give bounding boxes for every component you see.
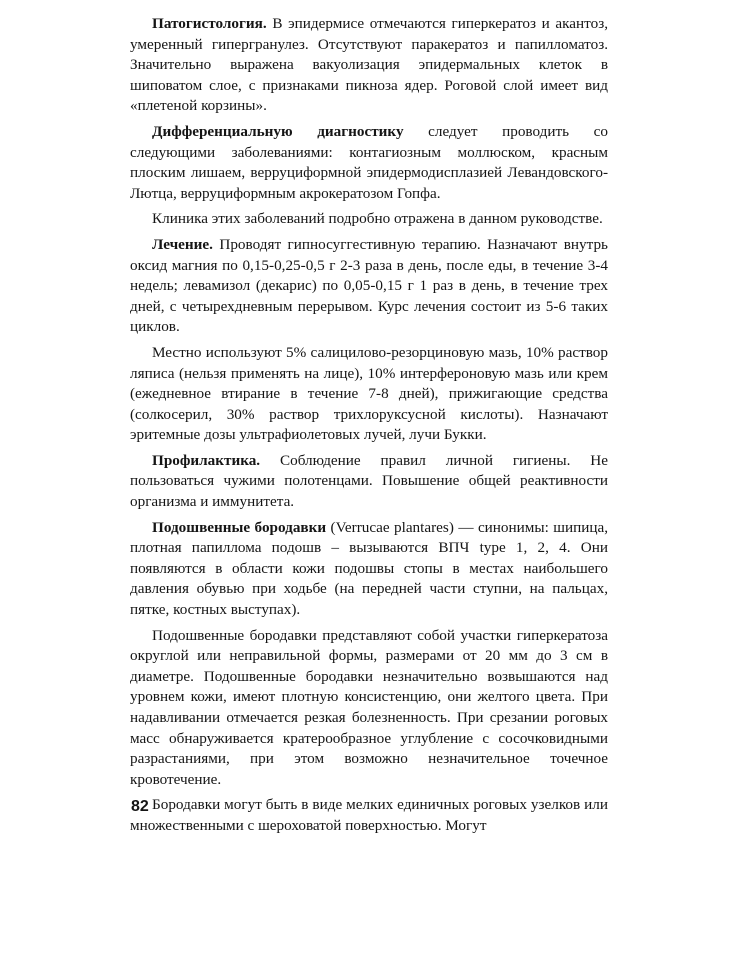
paragraph-pathohistology [130,14,608,117]
paragraph-text: Соблюдение правил личной гигиены. Не пользоваться чужими полотенцами. Повышение общей реактивности организма и иммунитета. [130,451,608,511]
paragraph-text: следует проводить со следующими заболеваниями: контагиозным моллюском, красным плоским лишаем, верруциформной эпидермодисплазией Левандовского-Лютца, верруциформным акрокератозом Гопфа. [130,122,608,202]
paragraph-plantar-warts [130,518,608,621]
paragraph-differential-diagnosis [130,122,608,204]
paragraph-text: Местно используют 5% салицилово-резорциновую мазь, 10% раствор ляписа (нельзя применять на лице), 10% интерфероновую мазь или крем (ежедневное втирание в течение 7-8 дней), прижигающие средства (солкосерил, 30% раствор трихлоруксусной кислоты). Назначают эритемные дозы ультрафиолетовых лучей, лучи Букки. [130,343,608,444]
paragraph-text: Проводят гипносуггестивную терапию. Назначают внутрь оксид магния по 0,15-0,25-0,5 г 2-3 раза в день, после еды, в течение 3-4 недель; левамизол (декарис) по 0,05-0,15 г 1 раз в день, в течение трех дней, с четырехдневным перерывом. Курс лечения состоит из 5-6 таких циклов. [130,235,608,336]
paragraph-lead: Патогистология. [152,15,267,32]
paragraph-local-treatment [130,343,608,446]
paragraph-text: В эпидермисе отмечаются гиперкератоз и акантоз, умеренный гипергранулез. Отсутствуют паракератоз и папилломатоз. Значительно выражена вакуолизация эпидермальных клеток в шиповатом слое, с признаками пикноза ядер. Роговой слой имеет вид «плетеной корзины». [130,15,608,115]
paragraph-text: Клиника этих заболеваний подробно отражена в данном руководстве. [152,210,603,228]
paragraph-text: (Verrucae plantares) — синонимы: шипица, плотная папиллома подошв – вызываются ВПЧ type 1, 2, 4. Они появляются в области кожи подошвы стопы в местах наибольшего давления обувью при ходьбе (на передней части ступни, на пальцах, пятке, костных выступах). [130,518,608,619]
paragraph-lead: Подошвенные бородавки [152,518,327,536]
paragraph-treatment [130,235,608,338]
paragraph-clinic-note [130,209,608,230]
page-body [130,14,608,842]
paragraph-warts-forms [130,795,608,836]
paragraph-lead: Профилактика. [152,451,261,469]
paragraph-prevention [130,451,608,513]
paragraph-text: Подошвенные бородавки представляют собой участки гиперкератоза округлой или неправильной формы, размерами от 20 мм до 3 см в диаметре. Подошвенные бородавки незначительно возвышаются над уровнем кожи, имеют плотную консистенцию, они желтого цвета. При надавливании отмечается резкая болезненность. При срезании роговых масс обнаруживается кратерообразное углубление с сосочковидными разрастаниями, при этом возможно незначительное точечное кровотечение. [130,626,608,788]
page-number: 82 [131,798,149,815]
paragraph-plantar-warts-description [130,626,608,791]
paragraph-lead: Дифференциальную диагностику [152,122,404,140]
paragraph-lead: Лечение. [152,235,213,253]
paragraph-text: Бородавки могут быть в виде мелких единичных роговых узелков или множественными с шероховатой поверхностью. Могут [130,796,608,834]
